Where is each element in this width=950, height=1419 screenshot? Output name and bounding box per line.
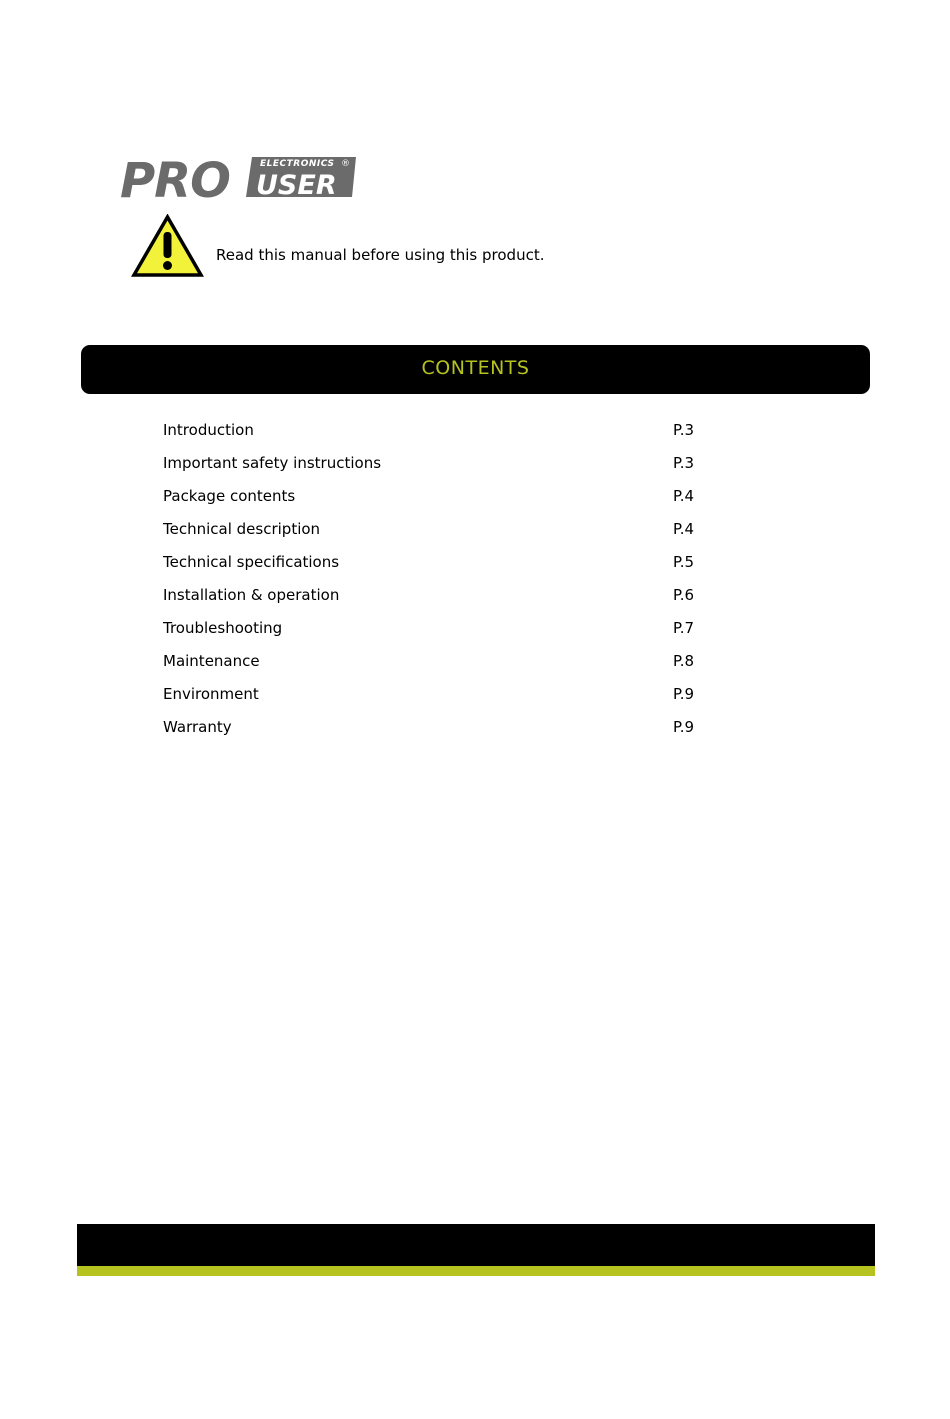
toc-item-label: Technical specifications <box>163 553 340 571</box>
toc-item <box>163 550 723 583</box>
toc-item-page: P.4 <box>673 487 695 505</box>
toc-item <box>163 451 723 484</box>
footer-bar <box>77 1224 875 1266</box>
logo-main-text: PRO <box>120 153 230 201</box>
logo-small-text: ELECTRONICS <box>260 159 335 169</box>
toc-item <box>163 616 723 649</box>
footer-accent-stripe <box>77 1266 875 1276</box>
toc-item <box>163 715 723 748</box>
toc-item-page: P.8 <box>673 652 695 670</box>
table-of-contents <box>163 418 723 748</box>
toc-item-label: Installation & operation <box>163 586 340 604</box>
toc-item <box>163 418 723 451</box>
logo-secondary-text: USER <box>256 170 337 201</box>
toc-item-page: P.3 <box>673 421 695 439</box>
toc-item-label: Warranty <box>163 718 232 736</box>
prouser-logo <box>120 153 360 201</box>
contents-header-bar <box>81 345 870 394</box>
toc-item-page: P.9 <box>673 685 695 703</box>
toc-item-label: Package contents <box>163 487 296 505</box>
logo-registered-mark: ® <box>341 159 350 169</box>
warning-message: Read this manual before using this product. <box>216 246 545 264</box>
toc-item-label: Introduction <box>163 421 254 439</box>
toc-item-label: Environment <box>163 685 259 703</box>
toc-item <box>163 649 723 682</box>
toc-item-page: P.3 <box>673 454 695 472</box>
contents-title: CONTENTS <box>421 356 530 379</box>
toc-item <box>163 517 723 550</box>
toc-item-page: P.9 <box>673 718 695 736</box>
toc-item <box>163 583 723 616</box>
toc-item-page: P.5 <box>673 553 695 571</box>
warning-triangle-icon <box>131 214 204 278</box>
toc-item-page: P.4 <box>673 520 695 538</box>
toc-item-label: Important safety instructions <box>163 454 382 472</box>
toc-item-page: P.6 <box>673 586 695 604</box>
toc-item <box>163 682 723 715</box>
toc-item-label: Maintenance <box>163 652 260 670</box>
toc-item-label: Technical description <box>163 520 321 538</box>
toc-item <box>163 484 723 517</box>
toc-item-label: Troubleshooting <box>163 619 283 637</box>
toc-item-page: P.7 <box>673 619 695 637</box>
